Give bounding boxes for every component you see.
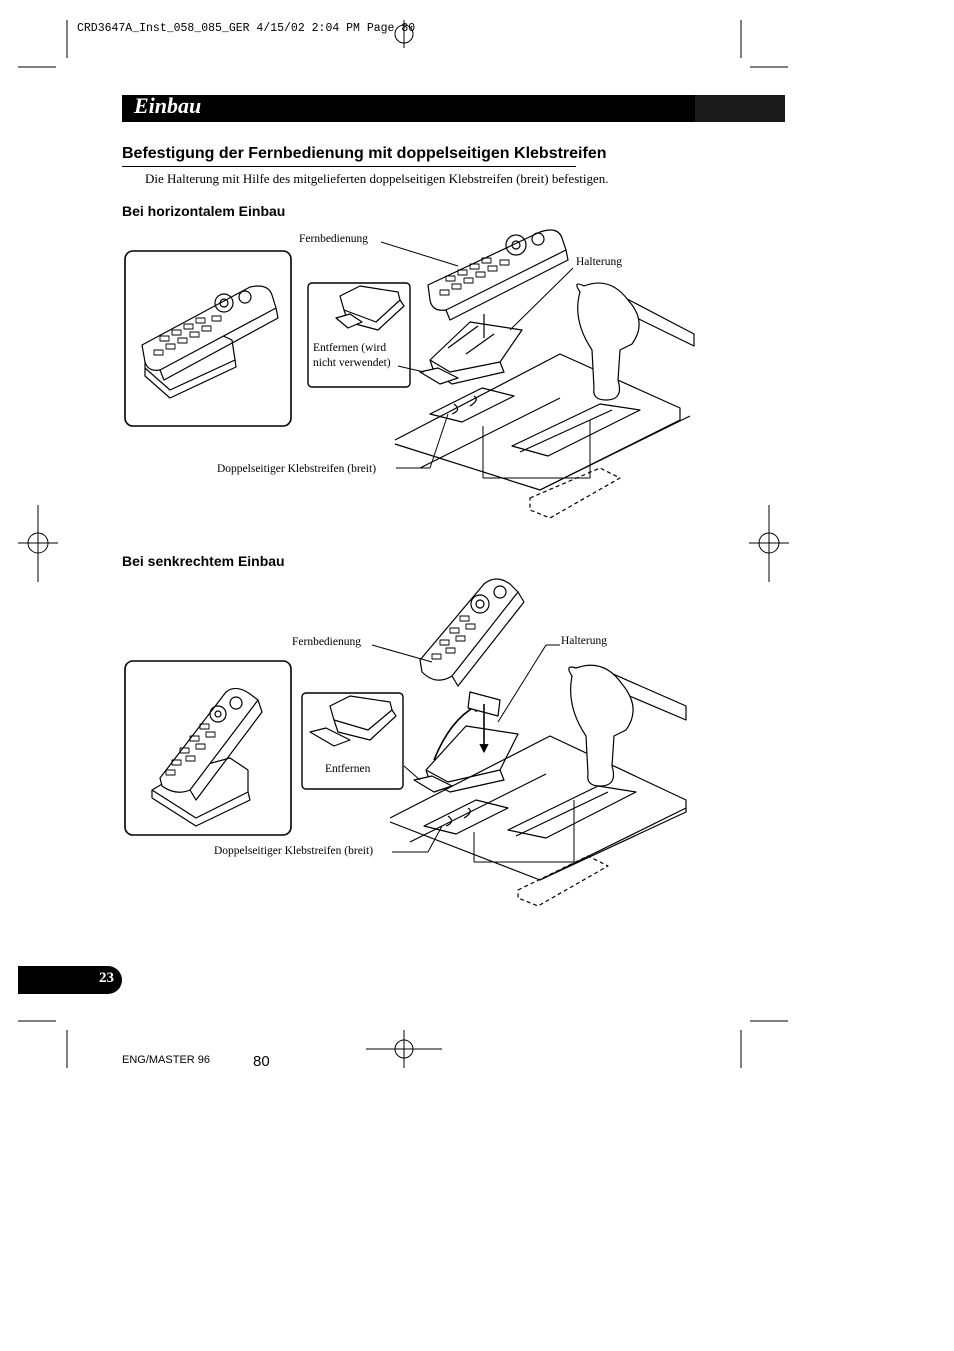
footer-page-number: 80 (253, 1053, 270, 1070)
label-remove-h-1: Entfernen (wird (313, 342, 387, 354)
label-remote-h: Fernbedienung (299, 233, 368, 245)
label-tape-h: Doppelseitiger Klebstreifen (breit) (217, 463, 377, 475)
page-badge-number: 23 (99, 970, 114, 986)
subheading-vertical: Bei senkrechtem Einbau (122, 553, 285, 569)
section-body: Die Halterung mit Hilfe des mitgelieferten doppelseitigen Klebstreifen (breit) befestigen. (145, 171, 609, 186)
page-title: Einbau (134, 93, 202, 118)
section-title: Befestigung der Fernbedienung mit doppelseitigen Klebstreifen (122, 145, 607, 162)
label-holder-v: Halterung (561, 635, 607, 647)
print-slug: CRD3647A_Inst_058_085_GER 4/15/02 2:04 PM Page 80 (77, 22, 416, 35)
page-badge (18, 966, 122, 994)
label-remote-v: Fernbedienung (292, 636, 361, 648)
label-remove-h-2: nicht verwendet) (313, 357, 391, 369)
subheading-horizontal: Bei horizontalem Einbau (122, 203, 286, 219)
label-holder-h: Halterung (576, 256, 622, 268)
footer-master: ENG/MASTER 96 (122, 1054, 211, 1066)
label-remove-v: Entfernen (325, 763, 371, 775)
label-tape-v: Doppelseitiger Klebstreifen (breit) (214, 845, 374, 857)
